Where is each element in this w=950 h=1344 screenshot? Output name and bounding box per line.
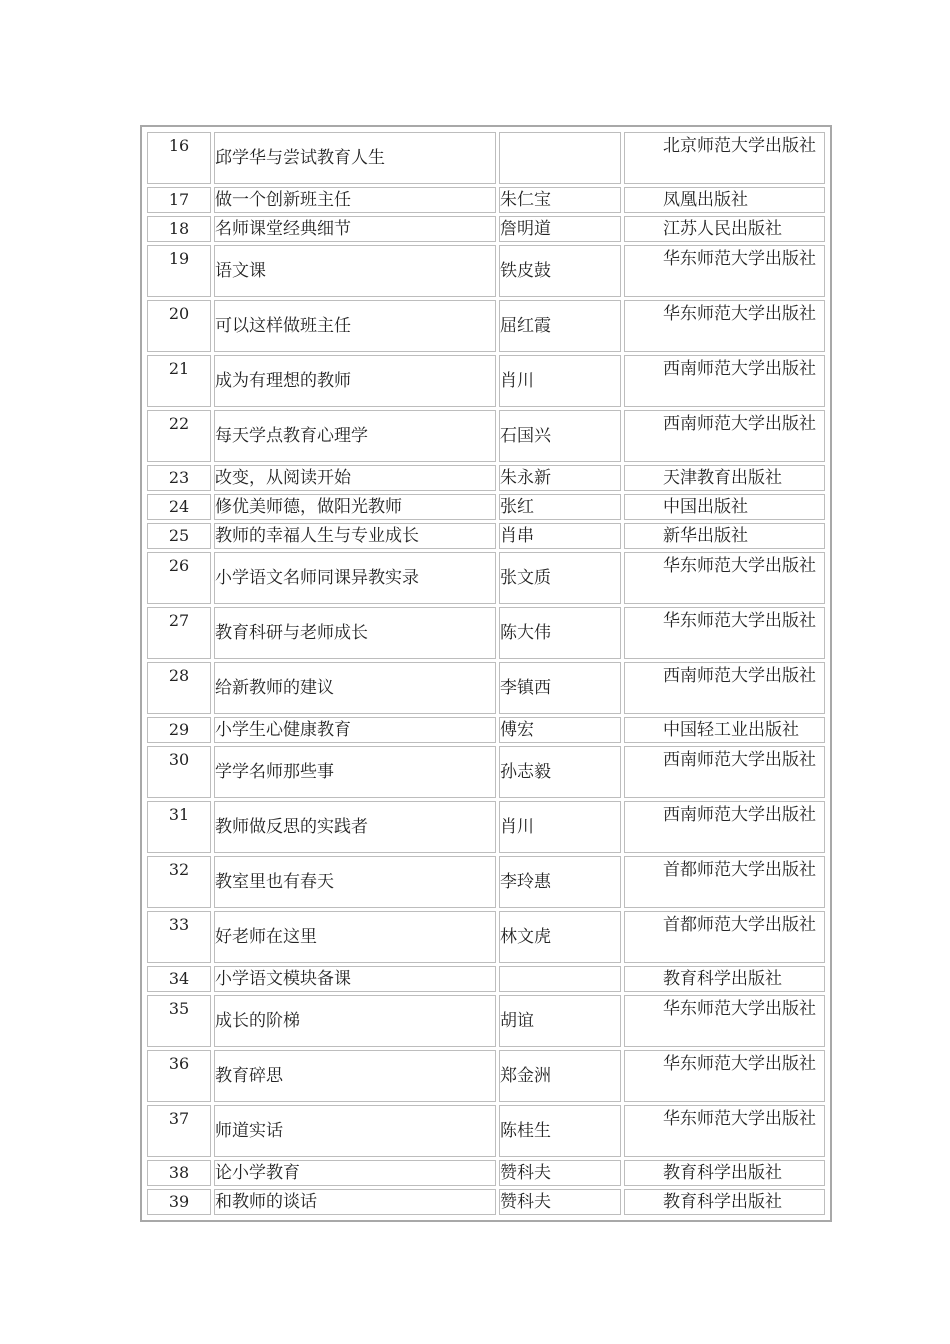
row-number-cell bbox=[147, 355, 211, 407]
book-publisher-cell bbox=[624, 216, 825, 242]
book-publisher-cell bbox=[624, 494, 825, 520]
book-title-cell bbox=[214, 607, 496, 659]
row-number: 34 bbox=[168, 969, 190, 988]
row-number: 35 bbox=[168, 999, 190, 1018]
table-row bbox=[147, 552, 825, 604]
book-publisher-cell bbox=[624, 245, 825, 297]
book-publisher-cell bbox=[624, 132, 825, 184]
book-author: 朱永新 bbox=[500, 468, 551, 488]
table-row bbox=[147, 856, 825, 908]
book-publisher-cell bbox=[624, 187, 825, 213]
book-author: 赞科夫 bbox=[500, 1163, 551, 1183]
book-title-cell bbox=[214, 410, 496, 462]
book-title-cell bbox=[214, 1160, 496, 1186]
row-number-cell bbox=[147, 187, 211, 213]
book-title: 邱学华与尝试教育人生 bbox=[215, 148, 385, 168]
row-number: 23 bbox=[168, 468, 190, 487]
book-title-cell bbox=[214, 746, 496, 798]
book-title: 语文课 bbox=[215, 261, 266, 281]
table-row bbox=[147, 911, 825, 963]
row-number-cell bbox=[147, 746, 211, 798]
row-number-cell bbox=[147, 995, 211, 1047]
book-author-cell bbox=[499, 494, 621, 520]
book-publisher: 华东师范大学出版社 bbox=[663, 249, 816, 269]
book-author-cell bbox=[499, 856, 621, 908]
book-title: 小学语文模块备课 bbox=[215, 969, 351, 989]
table-row bbox=[147, 746, 825, 798]
book-author-cell bbox=[499, 995, 621, 1047]
row-number: 25 bbox=[168, 526, 190, 545]
row-number-cell bbox=[147, 856, 211, 908]
row-number-cell bbox=[147, 410, 211, 462]
row-number: 38 bbox=[168, 1163, 190, 1182]
book-author-cell bbox=[499, 300, 621, 352]
row-number: 37 bbox=[168, 1109, 190, 1128]
book-publisher: 教育科学出版社 bbox=[663, 969, 782, 989]
row-number-cell bbox=[147, 300, 211, 352]
table-row bbox=[147, 995, 825, 1047]
book-title-cell bbox=[214, 552, 496, 604]
book-title-cell bbox=[214, 355, 496, 407]
book-title: 教师做反思的实践者 bbox=[215, 817, 368, 837]
book-title-cell bbox=[214, 216, 496, 242]
book-publisher: 华东师范大学出版社 bbox=[663, 611, 816, 631]
book-publisher: 北京师范大学出版社 bbox=[663, 136, 816, 156]
book-title-cell bbox=[214, 300, 496, 352]
book-title-cell bbox=[214, 662, 496, 714]
book-author: 张红 bbox=[500, 497, 534, 517]
book-author: 郑金洲 bbox=[500, 1066, 551, 1086]
book-title-cell bbox=[214, 717, 496, 743]
row-number-cell bbox=[147, 132, 211, 184]
book-title: 改变，从阅读开始 bbox=[215, 468, 351, 488]
book-author: 詹明道 bbox=[500, 219, 551, 239]
row-number-cell bbox=[147, 245, 211, 297]
row-number: 22 bbox=[168, 414, 190, 433]
book-title: 教育碎思 bbox=[215, 1066, 283, 1086]
book-title: 成长的阶梯 bbox=[215, 1011, 300, 1031]
book-publisher-cell bbox=[624, 911, 825, 963]
book-author-cell bbox=[499, 187, 621, 213]
table-row bbox=[147, 465, 825, 491]
table-row bbox=[147, 494, 825, 520]
book-title-cell bbox=[214, 911, 496, 963]
table-row bbox=[147, 717, 825, 743]
table-row bbox=[147, 607, 825, 659]
book-publisher-cell bbox=[624, 1105, 825, 1157]
book-title-cell bbox=[214, 465, 496, 491]
book-title: 小学语文名师同课异教实录 bbox=[215, 568, 419, 588]
row-number: 16 bbox=[168, 136, 190, 155]
book-author: 肖串 bbox=[500, 526, 534, 546]
book-title: 论小学教育 bbox=[215, 1163, 300, 1183]
book-author-cell bbox=[499, 801, 621, 853]
book-title: 每天学点教育心理学 bbox=[215, 426, 368, 446]
book-publisher-cell bbox=[624, 355, 825, 407]
book-publisher-cell bbox=[624, 995, 825, 1047]
row-number-cell bbox=[147, 1160, 211, 1186]
book-publisher-cell bbox=[624, 662, 825, 714]
book-author: 傅宏 bbox=[500, 720, 534, 740]
book-author-cell bbox=[499, 966, 621, 992]
book-title-cell bbox=[214, 1105, 496, 1157]
row-number: 31 bbox=[168, 805, 190, 824]
row-number-cell bbox=[147, 465, 211, 491]
row-number-cell bbox=[147, 216, 211, 242]
book-publisher: 西南师范大学出版社 bbox=[663, 359, 816, 379]
book-author: 肖川 bbox=[500, 817, 534, 837]
book-title: 师道实话 bbox=[215, 1121, 283, 1141]
book-author: 胡谊 bbox=[500, 1011, 534, 1031]
book-title-cell bbox=[214, 1189, 496, 1215]
row-number: 36 bbox=[168, 1054, 190, 1073]
row-number-cell bbox=[147, 801, 211, 853]
book-publisher: 天津教育出版社 bbox=[663, 468, 782, 488]
book-author-cell bbox=[499, 465, 621, 491]
row-number: 26 bbox=[168, 556, 190, 575]
book-publisher-cell bbox=[624, 1189, 825, 1215]
book-title: 学学名师那些事 bbox=[215, 762, 334, 782]
book-publisher-cell bbox=[624, 465, 825, 491]
book-title: 教育科研与老师成长 bbox=[215, 623, 368, 643]
table-row bbox=[147, 1105, 825, 1157]
book-list-table bbox=[144, 129, 828, 1218]
row-number: 33 bbox=[168, 915, 190, 934]
row-number-cell bbox=[147, 523, 211, 549]
book-publisher-cell bbox=[624, 746, 825, 798]
book-publisher: 江苏人民出版社 bbox=[663, 219, 782, 239]
book-publisher: 教育科学出版社 bbox=[663, 1163, 782, 1183]
book-title: 教师的幸福人生与专业成长 bbox=[215, 526, 419, 546]
book-author: 石国兴 bbox=[500, 426, 551, 446]
book-title: 可以这样做班主任 bbox=[215, 316, 351, 336]
book-publisher-cell bbox=[624, 717, 825, 743]
row-number: 18 bbox=[168, 219, 190, 238]
book-publisher-cell bbox=[624, 966, 825, 992]
book-author: 张文质 bbox=[500, 568, 551, 588]
book-title: 教室里也有春天 bbox=[215, 872, 334, 892]
book-author-cell bbox=[499, 245, 621, 297]
row-number: 32 bbox=[168, 860, 190, 879]
book-author-cell bbox=[499, 607, 621, 659]
book-author: 陈桂生 bbox=[500, 1121, 551, 1141]
row-number: 20 bbox=[168, 304, 190, 323]
book-title: 小学生心健康教育 bbox=[215, 720, 351, 740]
table-row bbox=[147, 523, 825, 549]
table-row bbox=[147, 1160, 825, 1186]
book-title-cell bbox=[214, 801, 496, 853]
book-title: 好老师在这里 bbox=[215, 927, 317, 947]
row-number: 28 bbox=[168, 666, 190, 685]
book-author: 孙志毅 bbox=[500, 762, 551, 782]
book-title: 名师课堂经典细节 bbox=[215, 219, 351, 239]
book-publisher-cell bbox=[624, 1160, 825, 1186]
book-author: 陈大伟 bbox=[500, 623, 551, 643]
book-author-cell bbox=[499, 410, 621, 462]
row-number-cell bbox=[147, 966, 211, 992]
book-title: 和教师的谈话 bbox=[215, 1192, 317, 1212]
table-row bbox=[147, 1050, 825, 1102]
book-publisher-cell bbox=[624, 1050, 825, 1102]
book-title-cell bbox=[214, 995, 496, 1047]
row-number-cell bbox=[147, 911, 211, 963]
book-publisher: 中国轻工业出版社 bbox=[663, 720, 799, 740]
table-row bbox=[147, 966, 825, 992]
book-author: 屈红霞 bbox=[500, 316, 551, 336]
row-number-cell bbox=[147, 1050, 211, 1102]
book-list-body bbox=[147, 132, 825, 1215]
book-author-cell bbox=[499, 717, 621, 743]
book-title-cell bbox=[214, 523, 496, 549]
row-number-cell bbox=[147, 1105, 211, 1157]
book-publisher-cell bbox=[624, 410, 825, 462]
book-author: 朱仁宝 bbox=[500, 190, 551, 210]
book-title-cell bbox=[214, 494, 496, 520]
book-title-cell bbox=[214, 856, 496, 908]
book-publisher: 中国出版社 bbox=[663, 497, 748, 517]
book-publisher-cell bbox=[624, 523, 825, 549]
row-number: 17 bbox=[168, 190, 190, 209]
book-publisher: 凤凰出版社 bbox=[663, 190, 748, 210]
table-row bbox=[147, 187, 825, 213]
book-title-cell bbox=[214, 187, 496, 213]
book-publisher: 西南师范大学出版社 bbox=[663, 414, 816, 434]
table-row bbox=[147, 132, 825, 184]
book-author-cell bbox=[499, 1105, 621, 1157]
book-author-cell bbox=[499, 355, 621, 407]
table-row bbox=[147, 355, 825, 407]
book-publisher-cell bbox=[624, 801, 825, 853]
row-number-cell bbox=[147, 494, 211, 520]
book-title-cell bbox=[214, 245, 496, 297]
book-publisher: 华东师范大学出版社 bbox=[663, 1109, 816, 1129]
table-row bbox=[147, 245, 825, 297]
table-row bbox=[147, 801, 825, 853]
book-publisher-cell bbox=[624, 856, 825, 908]
table-row bbox=[147, 300, 825, 352]
book-publisher: 新华出版社 bbox=[663, 526, 748, 546]
book-author: 赞科夫 bbox=[500, 1192, 551, 1212]
book-title: 做一个创新班主任 bbox=[215, 190, 351, 210]
book-title-cell bbox=[214, 1050, 496, 1102]
row-number: 29 bbox=[168, 720, 190, 739]
book-publisher: 西南师范大学出版社 bbox=[663, 805, 816, 825]
book-publisher: 西南师范大学出版社 bbox=[663, 666, 816, 686]
book-publisher: 西南师范大学出版社 bbox=[663, 750, 816, 770]
book-publisher: 首都师范大学出版社 bbox=[663, 860, 816, 880]
book-author: 林文虎 bbox=[500, 927, 551, 947]
book-title-cell bbox=[214, 132, 496, 184]
book-publisher: 教育科学出版社 bbox=[663, 1192, 782, 1212]
book-title: 成为有理想的教师 bbox=[215, 371, 351, 391]
row-number-cell bbox=[147, 552, 211, 604]
row-number: 21 bbox=[168, 359, 190, 378]
book-list-table-frame bbox=[140, 125, 832, 1222]
row-number: 19 bbox=[168, 249, 190, 268]
book-publisher: 华东师范大学出版社 bbox=[663, 304, 816, 324]
book-publisher: 华东师范大学出版社 bbox=[663, 556, 816, 576]
book-publisher-cell bbox=[624, 300, 825, 352]
row-number: 24 bbox=[168, 497, 190, 516]
book-title: 修优美师德，做阳光教师 bbox=[215, 497, 402, 517]
row-number-cell bbox=[147, 717, 211, 743]
book-author: 铁皮鼓 bbox=[500, 261, 551, 281]
book-author-cell bbox=[499, 216, 621, 242]
book-author: 肖川 bbox=[500, 371, 534, 391]
book-author-cell bbox=[499, 1160, 621, 1186]
book-publisher: 华东师范大学出版社 bbox=[663, 999, 816, 1019]
table-row bbox=[147, 662, 825, 714]
row-number-cell bbox=[147, 607, 211, 659]
table-row bbox=[147, 1189, 825, 1215]
row-number-cell bbox=[147, 662, 211, 714]
book-author-cell bbox=[499, 746, 621, 798]
book-author-cell bbox=[499, 662, 621, 714]
book-author-cell bbox=[499, 132, 621, 184]
table-row bbox=[147, 216, 825, 242]
row-number: 39 bbox=[168, 1192, 190, 1211]
book-author-cell bbox=[499, 1189, 621, 1215]
book-author-cell bbox=[499, 523, 621, 549]
book-author-cell bbox=[499, 552, 621, 604]
book-publisher-cell bbox=[624, 607, 825, 659]
book-title: 给新教师的建议 bbox=[215, 678, 334, 698]
row-number-cell bbox=[147, 1189, 211, 1215]
book-author: 李镇西 bbox=[500, 678, 551, 698]
book-title-cell bbox=[214, 966, 496, 992]
book-author: 李玲惠 bbox=[500, 872, 551, 892]
book-publisher: 华东师范大学出版社 bbox=[663, 1054, 816, 1074]
book-publisher: 首都师范大学出版社 bbox=[663, 915, 816, 935]
book-publisher-cell bbox=[624, 552, 825, 604]
book-author-cell bbox=[499, 1050, 621, 1102]
row-number: 30 bbox=[168, 750, 190, 769]
row-number: 27 bbox=[168, 611, 190, 630]
table-row bbox=[147, 410, 825, 462]
book-author-cell bbox=[499, 911, 621, 963]
